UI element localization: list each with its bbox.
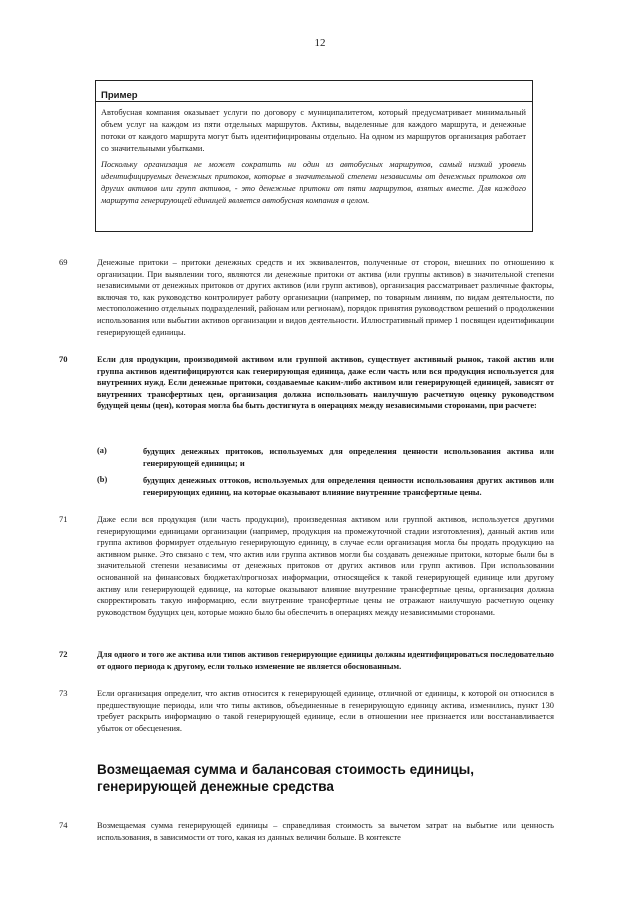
paragraph-text: Даже если вся продукция (или часть продукции), произведенная активом или группой активов, используется другими генерирующими единицами организации (например, продукция на промежуточной стадии изготовления), данный актив или группа активов формирует отдельную генерирующую единицу, в случае если организация могла бы продать продукцию на активном рынке. Это связано с тем, что актив или группа активов могли бы создавать денежные притоки, которые были бы в значительной степени независимы от денежных притоков от других активов или групп активов. При использовании основанной на финансовых бюджетах/прогнозах информации, относящейся к такой генерирующей единице или другому активу или генерирующей единице, на которые оказывают влияние внутренние трансфертные цены, организация должна скорректировать такую информацию, если внутренние трансфертные цены не отражают наилучшую расчетную оценку руководством будущих цен, которые можно было бы обеспечить в операциях между независимыми сторонами. (97, 515, 554, 617)
page-number: 12 (314, 37, 326, 49)
paragraph-number: 70 (59, 354, 68, 364)
list-item-label: (b) (97, 475, 108, 484)
example-body (96, 102, 532, 207)
example-box (95, 80, 533, 232)
list-item-label: (a) (97, 446, 107, 455)
paragraph-number: 74 (59, 820, 68, 830)
paragraph-text: Если для продукции, производимой активом или группой активов, существует активный рынок, такой актив или группа активов идентифицируются как генерирующая единица, даже если часть или вся продукция используется для внутренних нужд. Если денежные притоки, создаваемые каким-либо активом или генерирующей единицей, зависят от внутренних трансфертных цен, организация должна использовать наилучшую расчетную оценку руководством будущей цены (цен), которая могла бы быть достигнута в операциях между независимыми сторонами, при расчете: (97, 355, 554, 411)
paragraph-text: Денежные притоки – притоки денежных средств и их эквивалентов, полученные от сторон, внешних по отношению к организации. При выявлении того, являются ли денежные притоки от актива (или группы активов) в значительной степени независимыми от денежных притоков от других активов (или групп активов), организация рассматривает различные факторы, включая то, как руководство контролирует работу организации (например, по товарным линиям, по видам деятельности, по местоположению отдельных подразделений, районам или регионам), порядок принятия руководством решений о продолжении использования или выбытии активов организации и видов деятельности. Иллюстративный пример 1 посвящен идентификации генерирующей единицы. (97, 258, 554, 337)
example-text: Автобусная компания оказывает услуги по договору с муниципалитетом, который предусматривает минимальный объем услуг на каждом из пяти отдельных маршрутов. Активы, выделенные для каждого маршрута, и денежные потоки от каждого маршрута могут быть идентифицированы отдельно. На одном из маршрутов организация работает со значительными убытками. (101, 108, 526, 153)
example-italic-text: Поскольку организация не может сократить ни один из автобусных маршрутов, самый низкий уровень идентифицируемых денежных притоков, которые в значительной степени независимы от денежных притоков от других активов или групп активов, - это денежные притоки от пяти маршрутов, взятых вместе. Для каждого маршрута генерирующей единицей является автобусная компания в целом. (101, 160, 526, 205)
paragraph-text: Если организация определит, что актив относится к генерирующей единице, отличной от единицы, к которой он относился в предшествующие периоды, или что типы активов, объединенные в генерирующую единицу актива, изменились, пункт 130 требует раскрыть информацию о такой генерирующей единице, если в отношении нее признается или восстанавливается убыток от обесценения. (97, 689, 554, 733)
paragraph-number: 73 (59, 688, 68, 698)
paragraph-number: 72 (59, 649, 68, 659)
paragraph-number: 69 (59, 257, 68, 267)
paragraph-text: Возмещаемая сумма генерирующей единицы – справедливая стоимость за вычетом затрат на выбытие или ценность использования, в зависимости от того, какая из данных величин больше. В контексте (97, 821, 554, 842)
list-item-text: будущих денежных притоков, используемых для определения ценности использования актива или генерирующей единицы; и (143, 447, 554, 468)
paragraph-number: 71 (59, 514, 68, 524)
example-title: Пример (96, 81, 532, 102)
section-heading: Возмещаемая сумма и балансовая стоимость единицы, генерирующей денежные средства (97, 762, 475, 794)
paragraph-text: Для одного и того же актива или типов активов генерирующие единицы должны идентифицироваться последовательно от одного периода к другому, если только изменение не является обоснованным. (97, 650, 554, 671)
list-item-text: будущих денежных оттоков, используемых для определения ценности использования других активов или генерирующих единиц, на которые оказывают влияние внутренние трансфертные цены. (143, 476, 554, 497)
